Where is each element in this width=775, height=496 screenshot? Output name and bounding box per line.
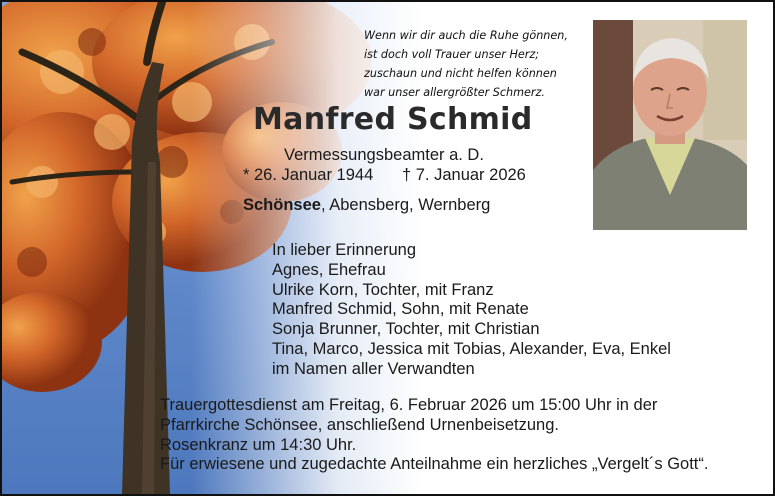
mourner-line: In lieber Erinnerung	[272, 241, 417, 259]
mourner-line: Sonja Brunner, Tochter, mit Christian	[272, 320, 540, 339]
mourner-line: Manfred Schmid, Sohn, mit Renate	[272, 300, 529, 319]
mourner-line: im Namen aller Verwandten	[272, 359, 475, 378]
portrait-photo	[593, 20, 747, 230]
service-line: Trauergottesdienst am Freitag, 6. Februar 2026 um 15:00 Uhr in der	[160, 396, 658, 414]
occupation: Vermessungsbeamter a. D.	[284, 146, 484, 164]
poem	[364, 26, 590, 102]
service-line: Für erwiesene und zugedachte Anteilnahme ein herzliches „Vergelt´s Gott“.	[160, 455, 709, 474]
places	[243, 196, 490, 215]
poem-line: ist doch voll Trauer unser Herz;	[364, 48, 539, 61]
mourner-line: Agnes, Ehefrau	[272, 260, 386, 279]
service-info	[160, 396, 708, 475]
poem-line: war unser allergrößter Schmerz.	[364, 86, 545, 99]
poem-line: Wenn wir dir auch die Ruhe gönnen,	[364, 29, 568, 42]
death-date: † 7. Januar 2026	[402, 166, 526, 184]
mourner-line: Ulrike Korn, Tochter, mit Franz	[272, 280, 494, 299]
mourners-list	[272, 241, 671, 380]
poem-line: zuschaun und nicht helfen können	[364, 67, 557, 80]
service-line: Rosenkranz um 14:30 Uhr.	[160, 435, 357, 454]
service-line: Pfarrkirche Schönsee, anschließend Urnenbeisetzung.	[160, 415, 559, 434]
deceased-name: Manfred Schmid	[253, 102, 533, 137]
mourner-line: Tina, Marco, Jessica mit Tobias, Alexander, Eva, Enkel	[272, 339, 671, 358]
places-rest: , Abensberg, Wernberg	[320, 196, 491, 214]
birth-date: * 26. Januar 1944	[243, 166, 374, 184]
place-main: Schönsee	[243, 196, 321, 214]
